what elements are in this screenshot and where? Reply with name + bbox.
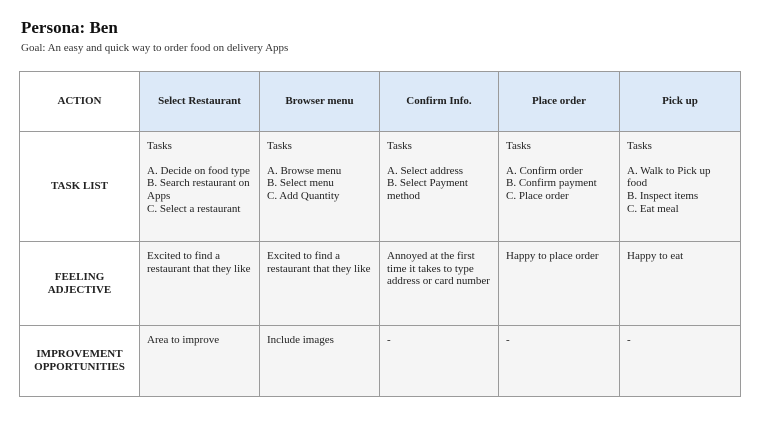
task-item: A. Select address — [387, 164, 464, 177]
goal-text: Goal: An easy and quick way to order food on delivery Apps — [21, 42, 289, 54]
task-item: B. Select Payment method — [387, 177, 468, 202]
feeling-adjective-row-label: FEELING ADJECTIVE — [20, 242, 140, 326]
task-item: B. Inspect items — [627, 189, 699, 202]
task-cell-select-restaurant — [140, 132, 260, 242]
task-item: B. Select menu — [267, 177, 334, 190]
column-header-pick-up: Pick up — [620, 72, 741, 132]
task-item: B. Search restaurant on Apps — [147, 177, 250, 202]
feeling-cell-place-order: Happy to place order — [499, 242, 620, 326]
tasks-heading: Tasks — [387, 140, 412, 152]
action-header-cell: ACTION — [20, 72, 140, 132]
task-item: C. Place order — [506, 189, 569, 202]
header-row — [20, 72, 741, 132]
feeling-cell-pick-up: Happy to eat — [620, 242, 741, 326]
improvement-cell-select-restaurant: Area to improve — [140, 326, 260, 397]
column-header-place-order: Place order — [499, 72, 620, 132]
task-item: A. Walk to Pick up food — [627, 164, 711, 190]
feeling-cell-browser-menu: Excited to find a restaurant that they like — [260, 242, 380, 326]
column-header-confirm-info: Confirm Info. — [380, 72, 499, 132]
improvement-opportunities-row-label: IMPROVEMENT OPPORTUNITIES — [20, 326, 140, 397]
journey-map-table — [19, 71, 741, 397]
tasks-heading: Tasks — [506, 140, 531, 152]
task-list-row — [20, 132, 741, 242]
task-cell-pick-up — [620, 132, 741, 242]
task-cell-browser-menu — [260, 132, 380, 242]
feeling-cell-select-restaurant: Excited to find a restaurant that they like — [140, 242, 260, 326]
column-header-select-restaurant: Select Restaurant — [140, 72, 260, 132]
improvement-cell-place-order: - — [499, 326, 620, 397]
task-item: A. Browse menu — [267, 164, 342, 177]
persona-title: Persona: Ben — [21, 18, 118, 37]
task-cell-confirm-info — [380, 132, 499, 242]
improvement-cell-confirm-info: - — [380, 326, 499, 397]
task-item: A. Decide on food type — [147, 164, 250, 177]
feeling-adjective-row — [20, 242, 741, 326]
task-item: B. Confirm payment — [506, 177, 597, 190]
task-item: A. Confirm order — [506, 164, 583, 177]
column-header-browser-menu: Browser menu — [260, 72, 380, 132]
feeling-cell-confirm-info: Annoyed at the first time it takes to type address or card number — [380, 242, 499, 326]
improvement-cell-browser-menu: Include images — [260, 326, 380, 397]
task-item: C. Add Quantity — [267, 189, 340, 202]
task-cell-place-order — [499, 132, 620, 242]
task-item: C. Select a restaurant — [147, 202, 241, 215]
improvement-cell-pick-up: - — [620, 326, 741, 397]
tasks-heading: Tasks — [267, 140, 292, 152]
task-item: C. Eat meal — [627, 202, 679, 215]
task-list-row-label: TASK LIST — [20, 132, 140, 242]
improvement-opportunities-row — [20, 326, 741, 397]
tasks-heading: Tasks — [627, 140, 652, 152]
tasks-heading: Tasks — [147, 140, 172, 152]
